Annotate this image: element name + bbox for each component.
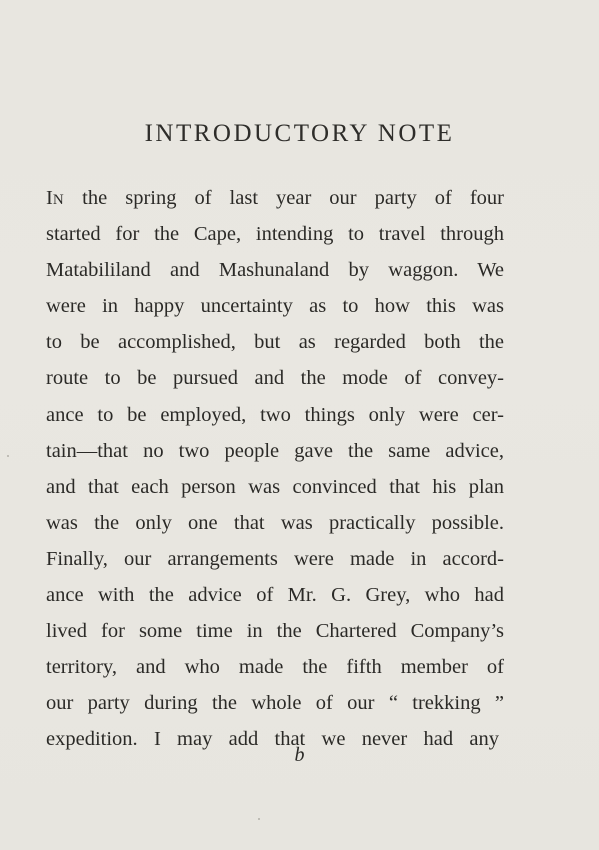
paper-speck: [7, 455, 9, 457]
text-line-13: lived for some time in the Chartered Company’s: [46, 620, 504, 643]
signature-mark: b: [294, 744, 305, 766]
text-line-15: our party during the whole of our “ trekking ”: [46, 692, 504, 715]
small-cap-letter: N: [52, 192, 65, 208]
text-line-14: territory, and who made the fifth member of: [46, 656, 504, 679]
text-line-1: [46, 180, 504, 216]
text-line-16: expedition. I may add that we never had any: [46, 728, 499, 751]
text-line-7: ance to be employed, two things only were cer-: [46, 403, 504, 426]
first-line-text: the spring of last year our party of four: [64, 187, 504, 209]
text-line-5: to be accomplished, but as regarded both the: [46, 331, 504, 354]
paper-speck: [258, 818, 260, 820]
text-line-10: was the only one that was practically possible.: [46, 511, 504, 534]
text-line-3: Matabililand and Mashunaland by waggon. We: [46, 259, 504, 282]
text-line-9: and that each person was convinced that his plan: [46, 475, 504, 498]
text-line-6: route to be pursued and the mode of convey-: [46, 367, 504, 390]
page-title: INTRODUCTORY NOTE: [144, 120, 455, 147]
text-line-2: started for the Cape, intending to travel through: [46, 223, 504, 246]
text-line-4: were in happy uncertainty as to how this was: [46, 295, 504, 318]
text-line-12: ance with the advice of Mr. G. Grey, who had: [46, 584, 504, 607]
body-paragraph: [46, 180, 504, 758]
text-line-8: tain—that no two people gave the same advice,: [46, 439, 504, 462]
initial-letter: I: [46, 187, 53, 209]
text-line-11: Finally, our arrangements were made in accord-: [46, 547, 504, 570]
